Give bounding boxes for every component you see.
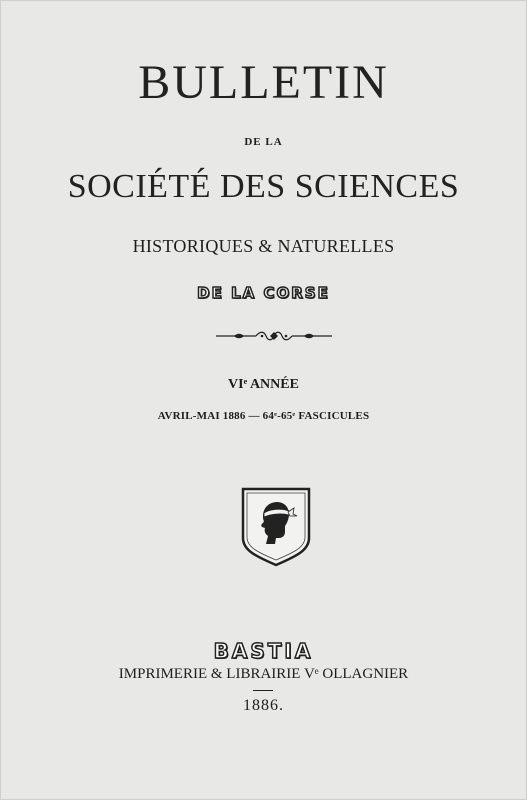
society-name: SOCIÉTÉ DES SCIENCES [67,168,460,205]
historiques-naturelles-text: HISTORIQUES & NATURELLES [132,236,395,256]
de-la-corse-text: DE LA CORSE [197,284,330,302]
bastia-city: BASTIA [213,639,314,663]
short-divider [253,690,273,691]
annee-text: VIᵉ ANNÉE [228,377,299,392]
moor-head-shield-icon [239,486,313,568]
bulletin-title: BULLETIN [138,56,389,109]
ornament-divider-icon [214,328,334,344]
publication-year: 1886. [243,697,284,714]
fascicules-text: AVRIL-MAI 1886 — 64ᵉ-65ᵉ FASCICULES [157,410,370,422]
de-la-text: DE LA [244,136,283,148]
printer-name: IMPRIMERIE & LIBRAIRIE Vᵉ OLLAGNIER [118,666,409,682]
